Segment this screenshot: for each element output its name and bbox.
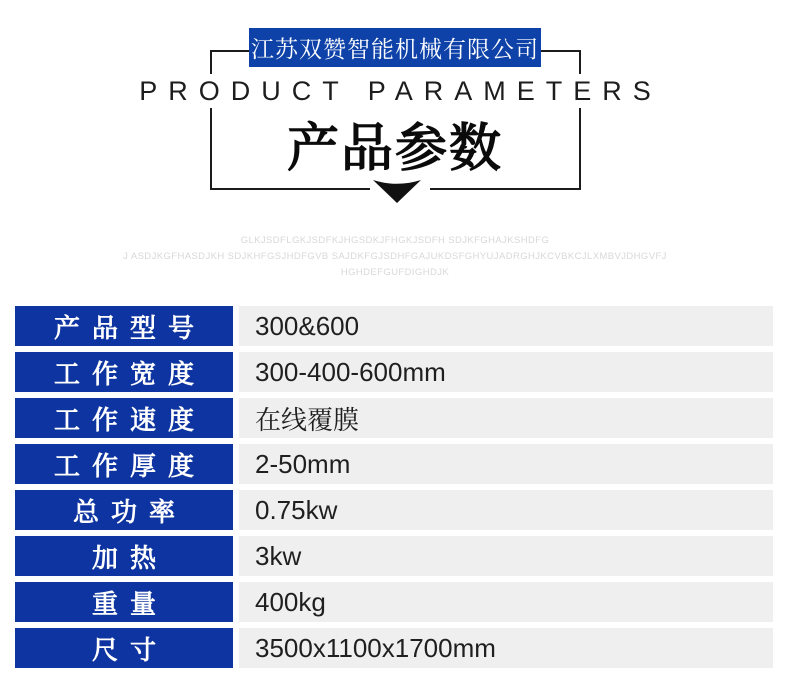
spec-label: 尺寸 [15, 628, 233, 668]
fine-print-line: HGHDEFGUFDIGHDJK [340, 267, 450, 278]
spec-label: 重量 [15, 582, 233, 622]
spec-value: 300&600 [239, 306, 773, 346]
fine-print-line: GLKJSDFLGKJSDFKJHGSDKJFHGKJSDFH SDJKFGHAJKSHDFG [240, 235, 550, 246]
spec-label: 总功率 [15, 490, 233, 530]
spec-value: 在线覆膜 [239, 398, 773, 438]
spec-label: 工作宽度 [15, 352, 233, 392]
spec-label: 加热 [15, 536, 233, 576]
table-row [15, 628, 773, 668]
frame-right-line-upper [579, 50, 581, 74]
frame-bottom-line-left [210, 188, 370, 190]
spec-value: 300-400-600mm [239, 352, 773, 392]
spec-label: 工作厚度 [15, 444, 233, 484]
spec-table [15, 306, 773, 668]
spec-value: 400kg [239, 582, 773, 622]
page-title: 产品参数 [286, 120, 503, 178]
fine-print-line: J ASDJKGFHASDJKH SDJKHFGSJHDFGVB SAJDKFGJSDHFGAJUKDSFGHYUJADRGHJKCVBKCJLXMBVJDHGVFJ [123, 251, 667, 262]
title-english: PRODUCT PARAMETERS [139, 76, 662, 106]
frame-left-line-upper [210, 50, 212, 74]
table-row [15, 444, 773, 484]
frame-bottom-line-right [430, 188, 581, 190]
spec-value: 2-50mm [239, 444, 773, 484]
spec-label: 产品型号 [15, 306, 233, 346]
spec-label: 工作速度 [15, 398, 233, 438]
table-row [15, 490, 773, 530]
spec-value: 3kw [239, 536, 773, 576]
company-name: 江苏双赞智能机械有限公司 [251, 36, 539, 62]
table-row [15, 582, 773, 622]
table-row [15, 398, 773, 438]
down-arrow-icon [373, 180, 421, 203]
fine-print-block [0, 233, 790, 281]
table-row [15, 306, 773, 346]
company-banner [249, 28, 541, 67]
spec-value: 3500x1100x1700mm [239, 628, 773, 668]
table-row [15, 352, 773, 392]
spec-value: 0.75kw [239, 490, 773, 530]
table-row [15, 536, 773, 576]
